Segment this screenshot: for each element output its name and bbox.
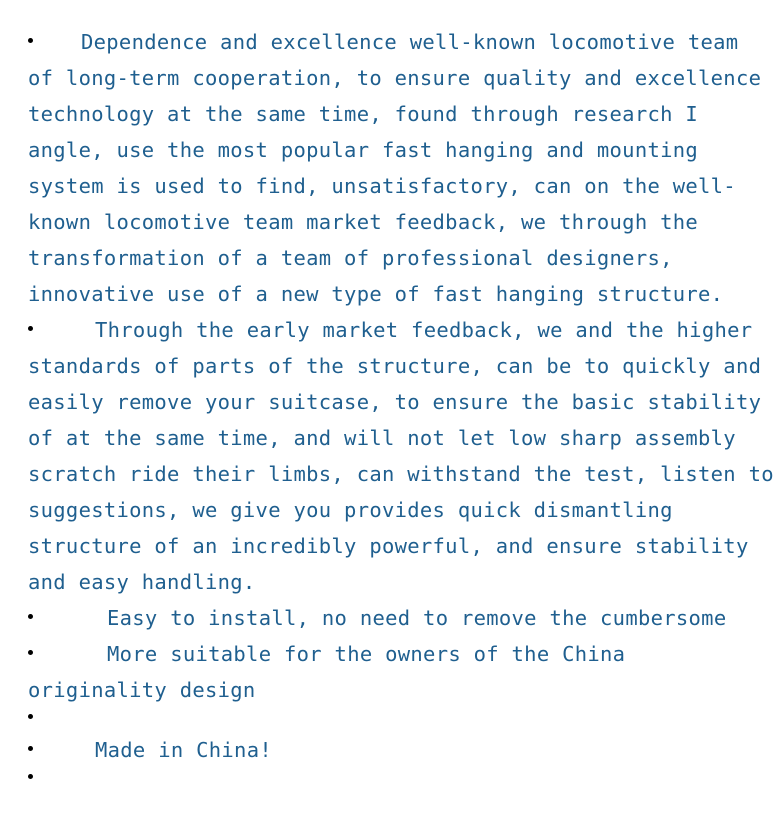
document-body <box>28 24 776 788</box>
list-item <box>28 732 776 768</box>
bullet-icon <box>28 714 33 719</box>
bullet-icon <box>28 614 33 619</box>
bullet-icon <box>28 326 33 331</box>
bullet-icon <box>28 38 33 43</box>
list-item <box>28 24 776 312</box>
paragraph-text: More suitable for the owners of the China originality design <box>28 642 626 702</box>
list-item <box>28 312 776 600</box>
paragraph-text: Through the early market feedback, we and the higher standards of parts of the structure, can be to quickly and easily remove your suitcase, to ensure the basic stability of at the same time, and will not let low sharp assembly scratch ride their limbs, can withstand the test, listen to suggestions, we give you provides quick dismantling structure of an incredibly powerful, and ensure stability and easy handling. <box>28 318 774 594</box>
bullet-icon <box>28 650 33 655</box>
paragraph-text: Made in China! <box>95 738 272 762</box>
list-item <box>28 600 776 636</box>
list-item <box>28 636 776 708</box>
paragraph-text: Easy to install, no need to remove the cumbersome <box>107 606 727 630</box>
empty-list-item <box>28 768 776 788</box>
bullet-icon <box>28 774 33 779</box>
bullet-icon <box>28 746 33 751</box>
paragraph-text: Dependence and excellence well-known locomotive team of long-term cooperation, to ensure quality and excellence technology at the same time, found through research I angle, use the most popular fast hanging and mounting system is used to find, unsatisfactory, can on the well-known locomotive team market feedback, we through the transformation of a team of professional designers, innovative use of a new type of fast hanging structure. <box>28 30 762 306</box>
empty-list-item <box>28 708 776 728</box>
